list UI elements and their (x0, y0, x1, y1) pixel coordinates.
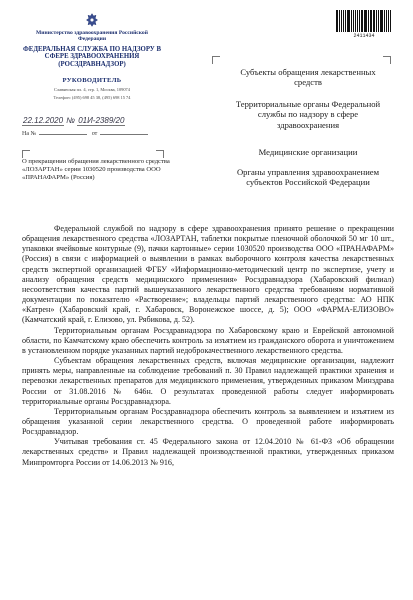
ref-prefix: На № (22, 131, 37, 137)
barcode-bar (343, 10, 345, 32)
barcode-bar (373, 10, 375, 32)
letter-subject: О прекращении обращения лекарственного средства «ЛОЗАРТАН» серии 1030520 производства ООО «ПРАНАФАРМ» (Россия) (22, 158, 170, 181)
barcode-bar (345, 10, 346, 32)
reference-line (22, 131, 151, 137)
barcode-bar (386, 10, 388, 32)
body-paragraph: Федеральной службой по надзору в сфере здравоохранения принято решение о прекращении обращения лекарственного средства «ЛОЗАРТАН, таблетки покрытые пленочной оболочкой 50 мг 10 шт., упаковки ячейковые контурные (9), пачки картонные» серии 1030520 производства ООО «ПРАНАФАРМ» (Россия) в связи с информацией о выявлении в рамках выборочного контроля качества лекарственных средств экспертной организацией ФГБУ «Информационно-методический центр по экспертизе, учету и анализу обращения средств медицинского применения» Росздравнадзора (Хабаровский филиал) несоответствия качества партий вышеуказанного лекарственного средства требованиям нормативной документации по показателю «Растворение»; владельцы партий лекарственного средства: АО НПК «Катрен» (Хабаровский край, г. Хабаровск, Воронежское шоссе, д. 5); ООО «ФАРМА-ЕЛИЗОВО» (Камчатский край, г. Елизово, ул. Рябикова, д. 52). (22, 224, 394, 325)
barcode-bar (353, 10, 354, 32)
barcode-bar (361, 10, 363, 32)
body-paragraph: Территориальным органам Росздравнадзора по Хабаровскому краю и Еврейской автономной области, по Камчатскому краю обеспечить контроль за изъятием из гражданского оборота и уничтожением в установленном порядке указанных партий недоброкачественного лекарственного средства. (22, 325, 394, 355)
ministry-name: Министерство здравоохранения Российской Федерации (36, 30, 148, 43)
number-prefix: № (66, 116, 75, 125)
addressee-2: Территориальные органы Федеральной службы по надзору в сфере здравоохранения (235, 99, 381, 130)
subject-bracket-left (22, 150, 30, 158)
barcode-number: 2411434 (353, 33, 375, 39)
addressee-bracket-left (212, 56, 220, 64)
barcode-bar (347, 10, 350, 32)
subject-bracket-right (156, 150, 164, 158)
barcode-bar (376, 10, 377, 32)
body-paragraph: Территориальным органам Росздравнадзора обеспечить контроль за выявлением и изъятием из обращения указанной серии лекарственного средства. О проведенной работе информировать Росздравнадзор. (22, 406, 394, 437)
head-title: РУКОВОДИТЕЛЬ (62, 76, 122, 84)
body-paragraph: Учитывая требования ст. 45 Федерального закона от 12.04.2010 № 61-ФЗ «Об обращении лекарственных средств» и Правил надлежащей производственной практики, утвержденных приказом Минпромторга России от 14.06.2013 № 916, (22, 437, 394, 467)
barcode-bar (336, 10, 338, 32)
barcode-bar (388, 10, 389, 32)
barcode-bar (351, 10, 352, 32)
barcode-bar (390, 10, 391, 32)
barcode-bar (384, 10, 385, 32)
addressee-3: Медицинские организации (258, 147, 358, 157)
letter-date-number (22, 116, 125, 126)
barcode-bar (341, 10, 342, 32)
barcode-bar (380, 10, 383, 32)
body-paragraph: Субъектам обращения лекарственных средств, включая медицинские организации, надлежит принять меры, направленные на соблюдение требований п. 30 Правил надлежащей практики хранения и перевозки лекарственных препаратов для медицинского применения, утвержденных приказом Минздрава России от 31.08.2016 № 646н. О результатах проведенной работы следует информировать территориальные органы Росздравнадзора. (22, 356, 394, 406)
phone-line: Телефон: (495) 698 45 38, (495) 698 15 74 (53, 94, 131, 100)
barcode-bar (370, 10, 371, 32)
address-line: Славянская пл. 4, стр. 1, Москва, 109074 (54, 86, 130, 92)
service-name: ФЕДЕРАЛЬНАЯ СЛУЖБА ПО НАДЗОРУ В СФЕРЕ ЗДРАВООХРАНЕНИЯ (РОСЗДРАВНАДЗОР) (22, 45, 162, 68)
ref-number-blank (39, 134, 87, 135)
barcode-bar (355, 10, 357, 32)
barcode-bar (364, 10, 367, 32)
addressee-bracket-right (383, 56, 391, 64)
letter-number: 01И-2389/20 (78, 116, 125, 125)
barcode-bar (359, 10, 360, 32)
coat-of-arms-emblem-icon (84, 12, 100, 28)
ref-from: от (91, 131, 98, 137)
letter-body (22, 224, 394, 468)
barcode-bar (339, 10, 340, 32)
addressee-1: Субъекты обращения лекарственных средств (240, 67, 376, 88)
letterhead (22, 12, 162, 100)
barcode-bar (368, 10, 369, 32)
barcode (336, 10, 392, 32)
ref-date-blank (100, 134, 148, 135)
addressee-4: Органы управления здравоохранением субъектов Российской Федерации (236, 167, 380, 188)
barcode-bar (371, 10, 372, 32)
barcode-bar (378, 10, 379, 32)
letter-date: 22.12.2020 (23, 116, 64, 125)
barcode-bar (357, 10, 358, 32)
